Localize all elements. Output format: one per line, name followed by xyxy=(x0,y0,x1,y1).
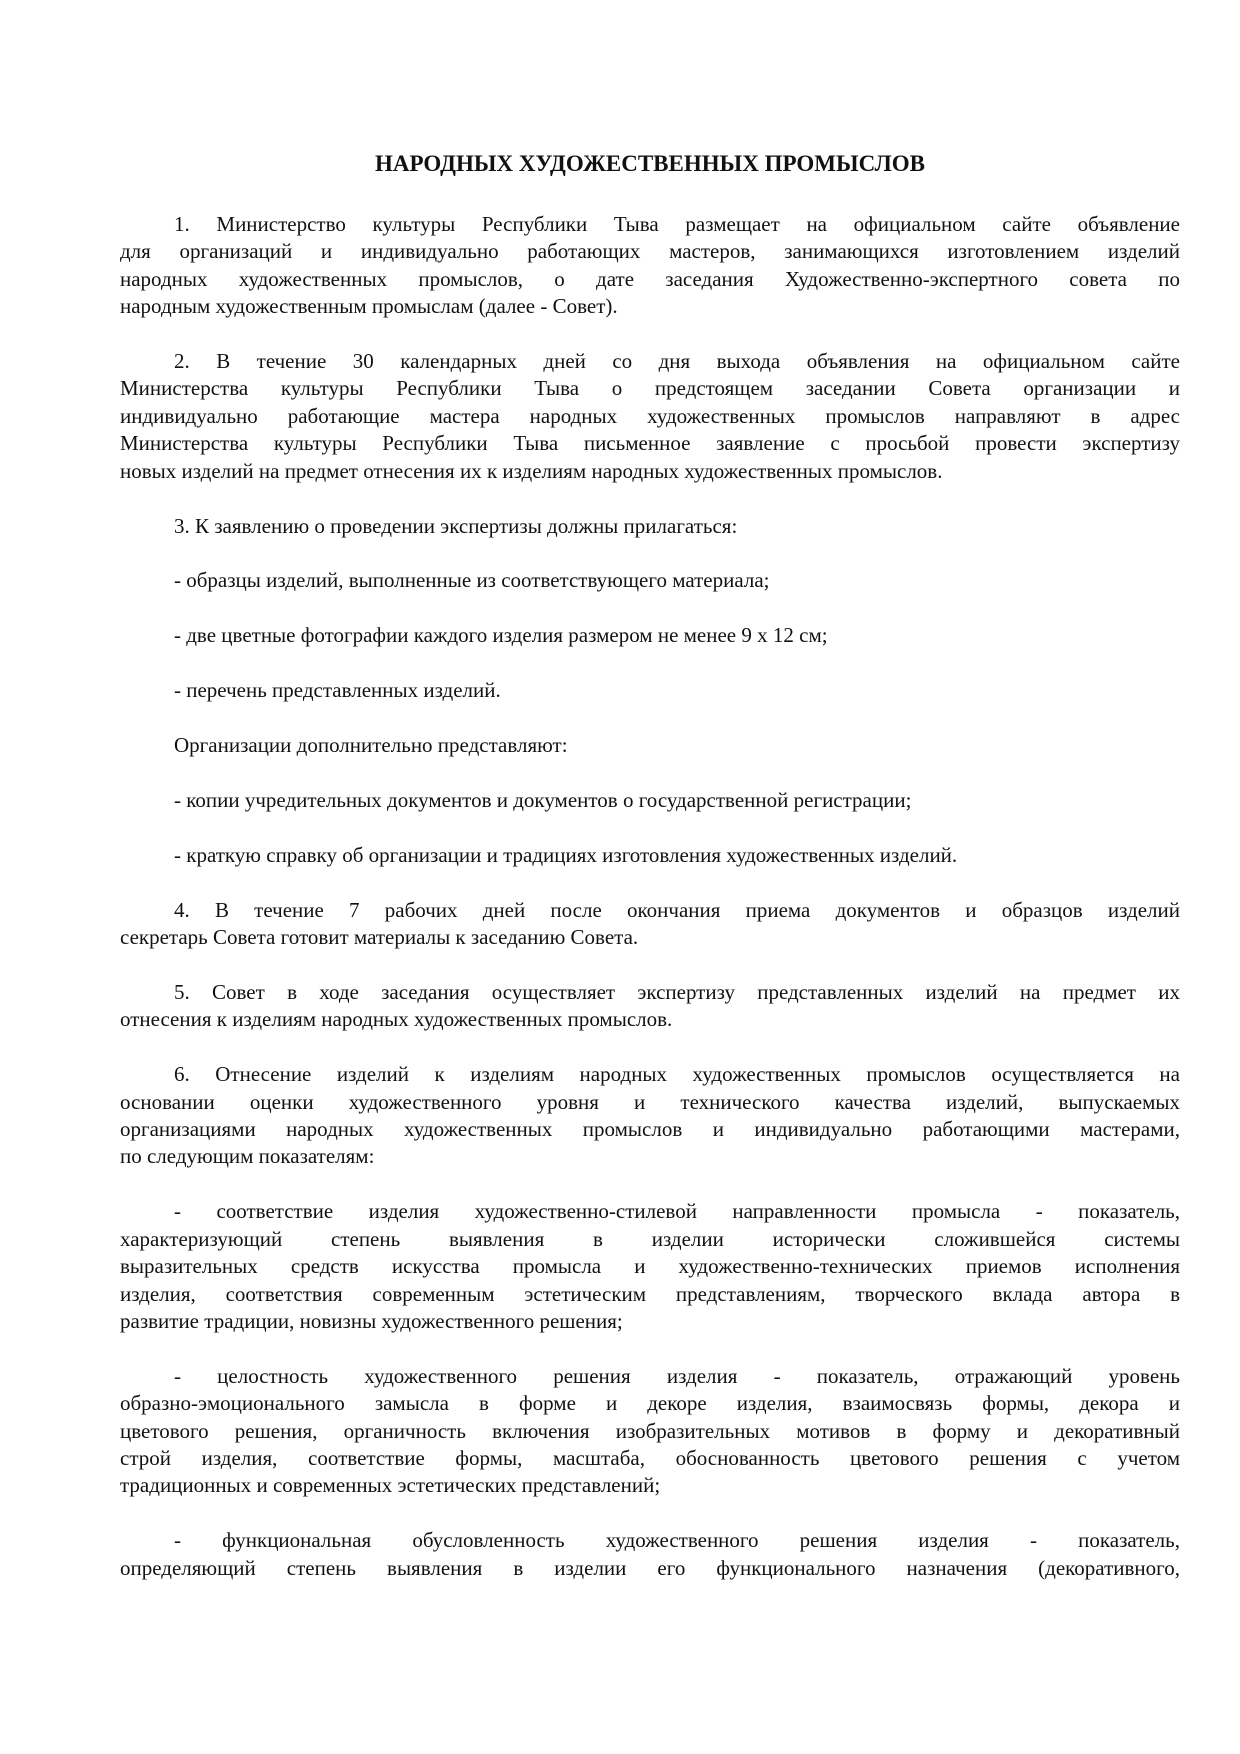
paragraph-line: 1. Министерство культуры Республики Тыва размещает на официальном сайте объявление xyxy=(174,212,1180,236)
paragraph-line: изделия, соответствия современным эстетическим представлениям, творческого вклада автора в xyxy=(120,1281,1180,1306)
paragraph xyxy=(120,211,1180,321)
paragraph-line: 3. К заявлению о проведении экспертизы должны прилагаться: xyxy=(174,513,738,538)
paragraph xyxy=(120,732,1180,759)
paragraph-line: для организаций и индивидуально работающих мастеров, занимающихся изготовлением изделий xyxy=(120,239,1180,264)
paragraph-line: строй изделия, соответствие формы, масштаба, обоснованность цветового решения с учетом xyxy=(120,1446,1180,1470)
paragraph-line: народным художественным промыслам (далее - Совет). xyxy=(120,294,618,319)
paragraph-line: характеризующий степень выявления в изделии исторически сложившейся системы xyxy=(120,1226,1180,1251)
paragraph-line: основании оценки художественного уровня и технического качества изделий, выпускаемых xyxy=(120,1089,1180,1114)
paragraph xyxy=(120,897,1180,952)
paragraph-line: определяющий степень выявления в изделии его функционального назначения (декоративного, xyxy=(120,1555,1180,1580)
document-page xyxy=(120,150,1180,1610)
document-body xyxy=(120,211,1180,1582)
paragraph-line: - две цветные фотографии каждого изделия размером не менее 9 х 12 см; xyxy=(174,623,828,648)
paragraph-line: выразительных средств искусства промысла и художественно-технических приемов исполнения xyxy=(120,1254,1180,1279)
paragraph-line: организациями народных художественных промыслов и индивидуально работающими мастерами, xyxy=(120,1117,1180,1142)
paragraph xyxy=(120,677,1180,704)
paragraph-line: Организации дополнительно представляют: xyxy=(174,733,568,758)
paragraph-line: 4. В течение 7 рабочих дней после окончания приема документов и образцов изделий xyxy=(174,897,1180,922)
paragraph xyxy=(120,348,1180,485)
paragraph-line: - целостность художественного решения изделия - показатель, отражающий уровень xyxy=(174,1363,1180,1388)
paragraph xyxy=(120,1198,1180,1335)
paragraph-line: 5. Совет в ходе заседания осуществляет экспертизу представленных изделий на предмет их xyxy=(174,980,1180,1005)
paragraph xyxy=(120,1527,1180,1582)
paragraph-line: традиционных и современных эстетических представлений; xyxy=(120,1473,661,1498)
paragraph-line: - копии учредительных документов и документов о государственной регистрации; xyxy=(174,787,912,812)
paragraph-line: Министерства культуры Республики Тыва о предстоящем заседании Совета организации и xyxy=(120,376,1180,401)
paragraph-line: 2. В течение 30 календарных дней со дня выхода объявления на официальном сайте xyxy=(174,349,1180,374)
paragraph xyxy=(120,1061,1180,1171)
paragraph-line: Министерства культуры Республики Тыва письменное заявление с просьбой провести экспертизу xyxy=(120,431,1180,456)
paragraph-line: 6. Отнесение изделий к изделиям народных художественных промыслов осуществляется на xyxy=(174,1062,1180,1087)
paragraph-line: цветового решения, органичность включения изобразительных мотивов в форму и декоративный xyxy=(120,1418,1180,1443)
paragraph-line: - функциональная обусловленность художественного решения изделия - показатель, xyxy=(174,1528,1180,1553)
paragraph xyxy=(120,787,1180,814)
paragraph xyxy=(120,842,1180,869)
paragraph-line: - соответствие изделия художественно-стилевой направленности промысла - показатель, xyxy=(174,1199,1180,1224)
paragraph-line: отнесения к изделиям народных художественных промыслов. xyxy=(120,1007,673,1032)
paragraph xyxy=(120,513,1180,540)
paragraph xyxy=(120,1363,1180,1500)
paragraph-line: - образцы изделий, выполненные из соответствующего материала; xyxy=(174,568,770,593)
paragraph-line: по следующим показателям: xyxy=(120,1144,375,1169)
paragraph xyxy=(120,622,1180,649)
paragraph-line: народных художественных промыслов, о дате заседания Художественно-экспертного совета по xyxy=(120,266,1180,291)
paragraph-line: - перечень представленных изделий. xyxy=(174,678,501,703)
paragraph-line: секретарь Совета готовит материалы к заседанию Совета. xyxy=(120,925,639,950)
paragraph xyxy=(120,567,1180,594)
document-title: НАРОДНЫХ ХУДОЖЕСТВЕННЫХ ПРОМЫСЛОВ xyxy=(375,151,925,176)
paragraph-line: индивидуально работающие мастера народных художественных промыслов направляют в адрес xyxy=(120,403,1180,428)
paragraph-line: развитие традиции, новизны художественного решения; xyxy=(120,1308,623,1333)
paragraph-line: - краткую справку об организации и традициях изготовления художественных изделий. xyxy=(174,842,958,867)
paragraph xyxy=(120,979,1180,1034)
paragraph-line: образно-эмоционального замысла в форме и декоре изделия, взаимосвязь формы, декора и xyxy=(120,1391,1180,1416)
paragraph-line: новых изделий на предмет отнесения их к изделиям народных художественных промыслов. xyxy=(120,458,943,483)
